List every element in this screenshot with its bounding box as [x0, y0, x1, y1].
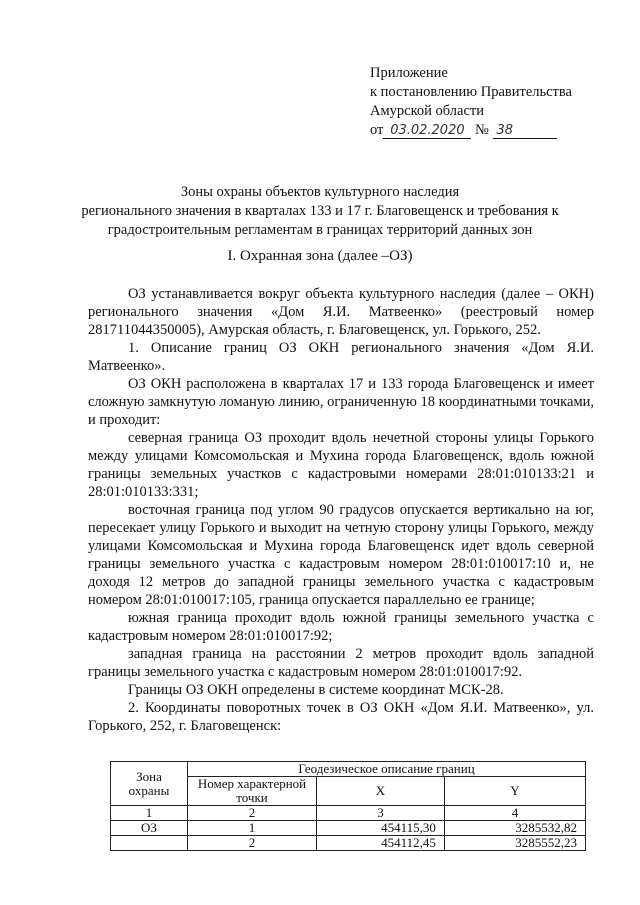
- header-geodetic: Геодезическое описание границ: [188, 762, 586, 777]
- paragraph-item-2: 2. Координаты поворотных точек в ОЗ ОКН «Дом Я.И. Матвеенко», ул. Горького, 252, г. Благовещенск:: [88, 700, 594, 734]
- paragraph-intro: ОЗ устанавливается вокруг объекта культурного наследия (далее – ОКН) регионального значения «Дом Я.И. Матвеенко» (реестровый номер 281711044350005), Амурская область, г. Благовещенск, ул. Горького, 252.: [88, 286, 594, 338]
- paragraph-item-1: 1. Описание границ ОЗ ОКН регионального значения «Дом Я.И. Матвеенко».: [88, 340, 594, 374]
- appendix-line-2: к постановлению Правительства: [370, 84, 572, 100]
- point-cell: 1: [188, 821, 317, 836]
- point-cell: 2: [188, 836, 317, 851]
- header-y: Y: [444, 777, 585, 806]
- appendix-date-line: [370, 121, 610, 140]
- index-cell: 1: [111, 806, 188, 821]
- appendix-line-3: Амурской области: [370, 103, 484, 119]
- header-x: X: [317, 777, 445, 806]
- title-line-3: градостроительным регламентам в границах территорий данных зон: [107, 222, 533, 238]
- paragraph-east-border: восточная граница под углом 90 градусов опускается вертикально на юг, пересекает улицу Горького и выходит на четную сторону улицы Горького, между улицами Комсомольская и Мухина города Благовещенск идет вдоль северной границы земельного участка с кадастровым номером 28:01:010017:10 и, не доходя 12 метров до западной границы земельного участка с кадастровым номером 28:01:010017:105, граница опускается параллельно ее границе;: [88, 502, 594, 608]
- table-row: [111, 836, 586, 851]
- paragraph-north-border: северная граница ОЗ проходит вдоль нечетной стороны улицы Горького между улицами Комсомольская и Мухина города Благовещенск, вдоль южной границы земельных участков с кадастровыми номерами 28:01:010133:21 и 28:01:010133:331;: [88, 430, 594, 500]
- x-cell: 454115,30: [317, 821, 445, 836]
- handwritten-number: 38: [493, 124, 557, 139]
- table-row: [111, 821, 586, 836]
- paragraph-location: ОЗ ОКН расположена в кварталах 17 и 133 города Благовещенск и имеет сложную замкнутую ломаную линию, ограниченную 18 координатными точками, и проходит:: [88, 376, 594, 428]
- document-body: [88, 285, 594, 735]
- appendix-block: [370, 64, 610, 140]
- index-cell: 2: [188, 806, 317, 821]
- table-index-row: [111, 806, 586, 821]
- header-zone: Зона охраны: [111, 762, 188, 806]
- zone-cell: ОЗ: [111, 821, 188, 836]
- header-point: Номер характерной точки: [188, 777, 317, 806]
- zone-cell: [111, 836, 188, 851]
- y-cell: 3285552,23: [444, 836, 585, 851]
- paragraph-south-border: южная граница проходит вдоль южной границы земельного участка с кадастровым номером 28:01:010017:92;: [88, 610, 594, 644]
- y-cell: 3285532,82: [444, 821, 585, 836]
- section-heading: I. Охранная зона (далее –ОЗ): [227, 248, 413, 264]
- index-cell: 3: [317, 806, 445, 821]
- coordinates-table: [110, 761, 586, 851]
- title-line-2: регионального значения в кварталах 133 и 17 г. Благовещенск и требования к: [81, 203, 559, 219]
- paragraph-west-border: западная граница на расстоянии 2 метров проходит вдоль западной границы земельного участка с кадастровым номером 28:01:010017:92.: [88, 646, 594, 680]
- number-prefix: №: [475, 122, 489, 138]
- paragraph-coordinate-system: Границы ОЗ ОКН определены в системе координат МСК-28.: [128, 682, 504, 698]
- date-prefix: от: [370, 122, 384, 138]
- handwritten-date: 03.02.2020: [383, 124, 471, 139]
- document-title: [60, 183, 580, 240]
- title-line-1: Зоны охраны объектов культурного наследия: [180, 184, 460, 200]
- appendix-line-1: Приложение: [370, 65, 448, 81]
- x-cell: 454112,45: [317, 836, 445, 851]
- index-cell: 4: [444, 806, 585, 821]
